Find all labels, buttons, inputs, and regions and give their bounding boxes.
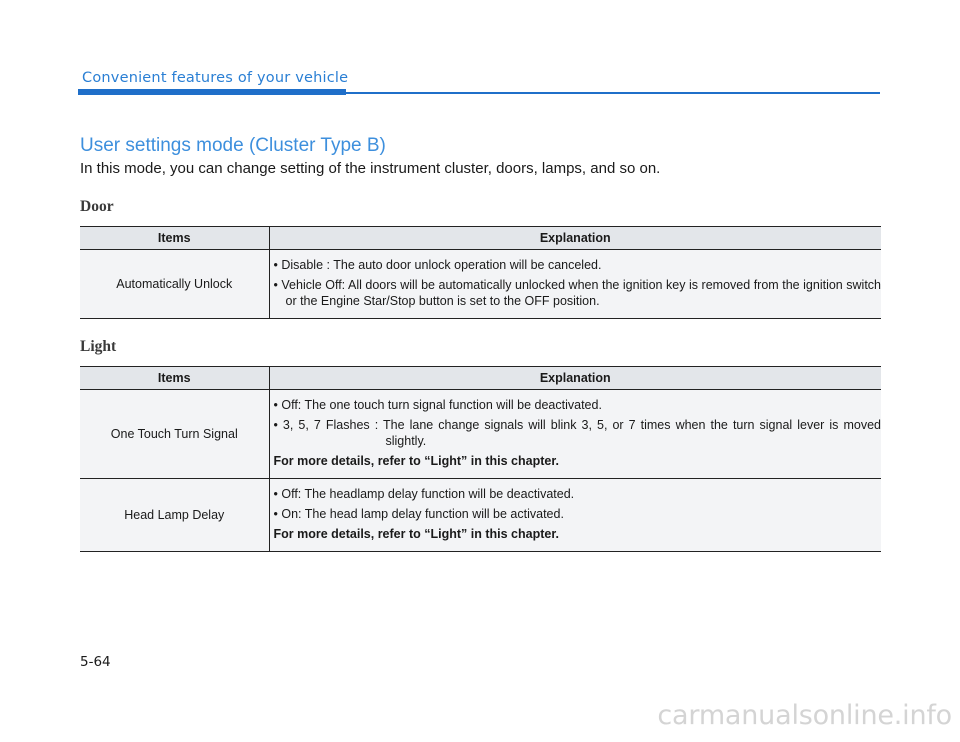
table-header-row [80,367,881,390]
table-row [80,250,881,319]
section-title: User settings mode (Cluster Type B) [80,135,386,156]
item-automatically-unlock: Automatically Unlock [80,250,269,319]
explanation-line: • Off: The one touch turn signal function will be deactivated. [273,398,602,412]
reference-note: For more details, refer to “Light” in this chapter. [273,454,559,468]
table-header-row [80,227,881,250]
explanation-cell [269,390,881,479]
header-rule [346,92,880,94]
column-header-explanation: Explanation [269,367,881,390]
explanation-line: • 3, 5, 7 Flashes : The lane change signals will blink 3, 5, or 7 times when the turn signal lever is moved slightly. [273,418,881,448]
explanation-line: • On: The head lamp delay function will be activated. [273,507,564,521]
item-one-touch-turn-signal: One Touch Turn Signal [80,390,269,479]
door-settings-table [80,226,881,319]
chapter-title-underline [78,89,346,95]
table-row [80,479,881,552]
reference-note: For more details, refer to “Light” in this chapter. [273,527,559,541]
page-number: 5-64 [80,654,111,670]
table-row [80,390,881,479]
section-intro: In this mode, you can change setting of the instrument cluster, doors, lamps, and so on. [80,160,661,177]
column-header-items: Items [80,227,269,250]
explanation-line: • Disable : The auto door unlock operation will be canceled. [273,258,602,272]
explanation-line: • Off: The headlamp delay function will be deactivated. [273,487,575,501]
item-head-lamp-delay: Head Lamp Delay [80,479,269,552]
explanation-cell [269,250,881,319]
explanation-cell [269,479,881,552]
light-settings-table [80,366,881,552]
door-heading: Door [80,198,114,215]
chapter-title: Convenient features of your vehicle [82,70,349,86]
watermark: carmanualsonline.info [657,700,952,731]
light-heading: Light [80,338,117,355]
column-header-items: Items [80,367,269,390]
explanation-line: • Vehicle Off: All doors will be automatically unlocked when the ignition key is removed from the ignition switch or the Engine Star/Stop button is set to the OFF position. [273,278,881,308]
column-header-explanation: Explanation [269,227,881,250]
